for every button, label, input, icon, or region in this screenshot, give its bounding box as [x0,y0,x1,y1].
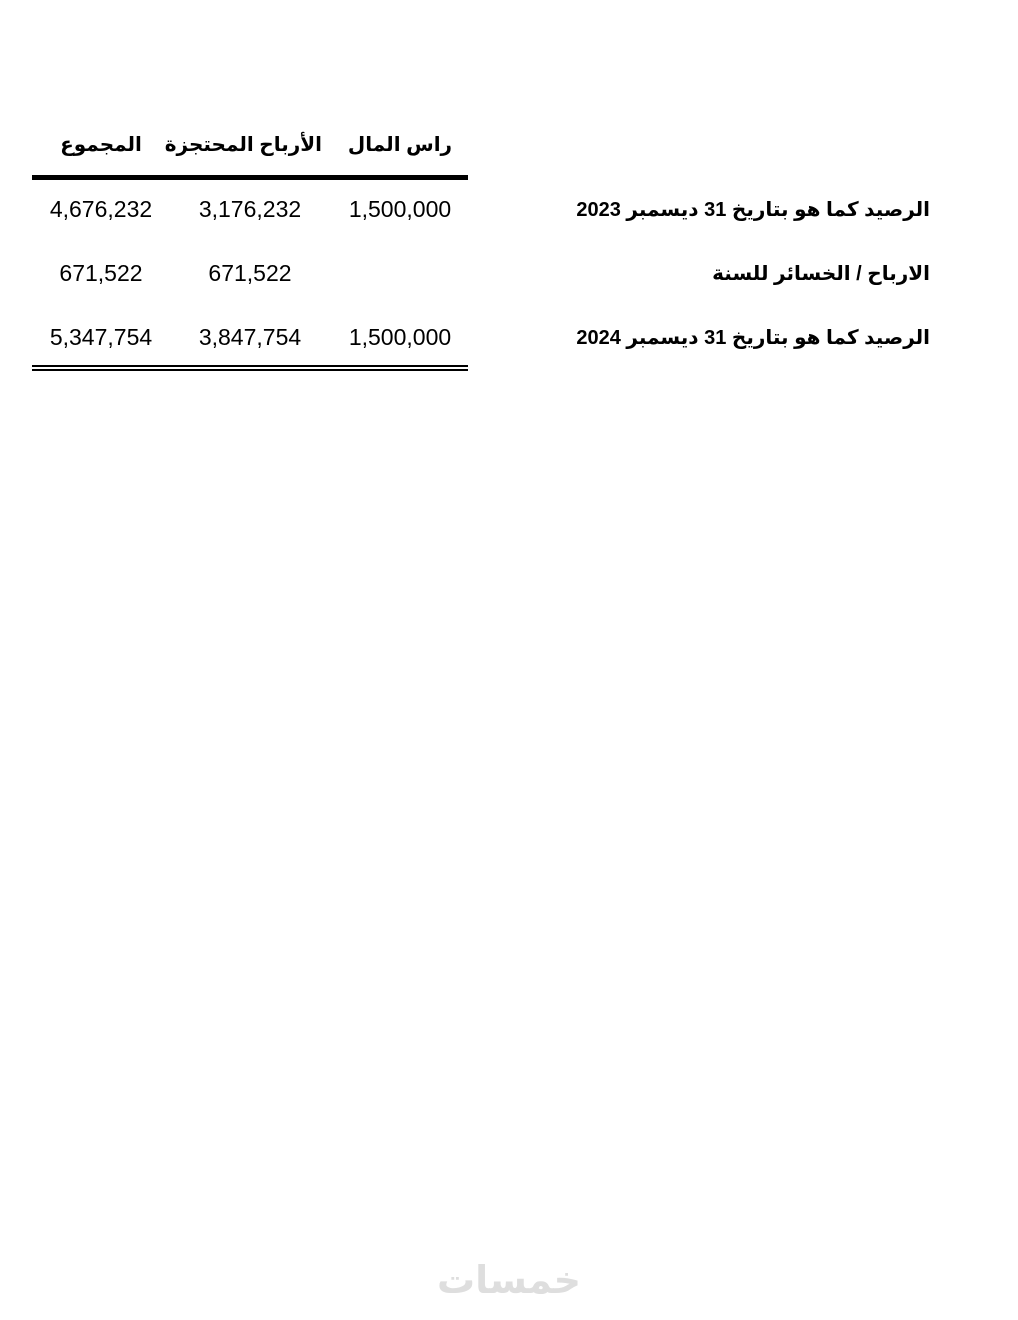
total-double-underline [32,365,468,371]
cell-retained-earnings: 3,847,754 [198,324,302,350]
cell-capital: 1,500,000 [348,324,452,350]
table-row [32,190,468,230]
table-row [32,318,468,358]
header-divider [32,175,468,180]
cell-retained-earnings: 671,522 [208,260,292,286]
row-label-profit-loss: الارباح / الخسائر للسنة [712,263,930,285]
cell-capital: 1,500,000 [348,196,452,222]
row-label-balance-2023: الرصيد كما هو بتاريخ 31 ديسمبر 2023 [576,199,930,221]
cell-total: 671,522 [59,260,143,286]
cell-total: 4,676,232 [49,196,153,222]
watermark-logo: خمسات [437,1260,581,1302]
column-header-total: المجموع [60,134,142,156]
cell-total: 5,347,754 [49,324,153,350]
table-header [32,120,468,175]
column-header-capital: راس المال [347,134,453,156]
column-header-retained-earnings: الأرباح المحتجزة [164,134,322,156]
cell-retained-earnings: 3,176,232 [198,196,302,222]
table-row [32,254,468,294]
row-label-balance-2024: الرصيد كما هو بتاريخ 31 ديسمبر 2024 [576,327,930,349]
